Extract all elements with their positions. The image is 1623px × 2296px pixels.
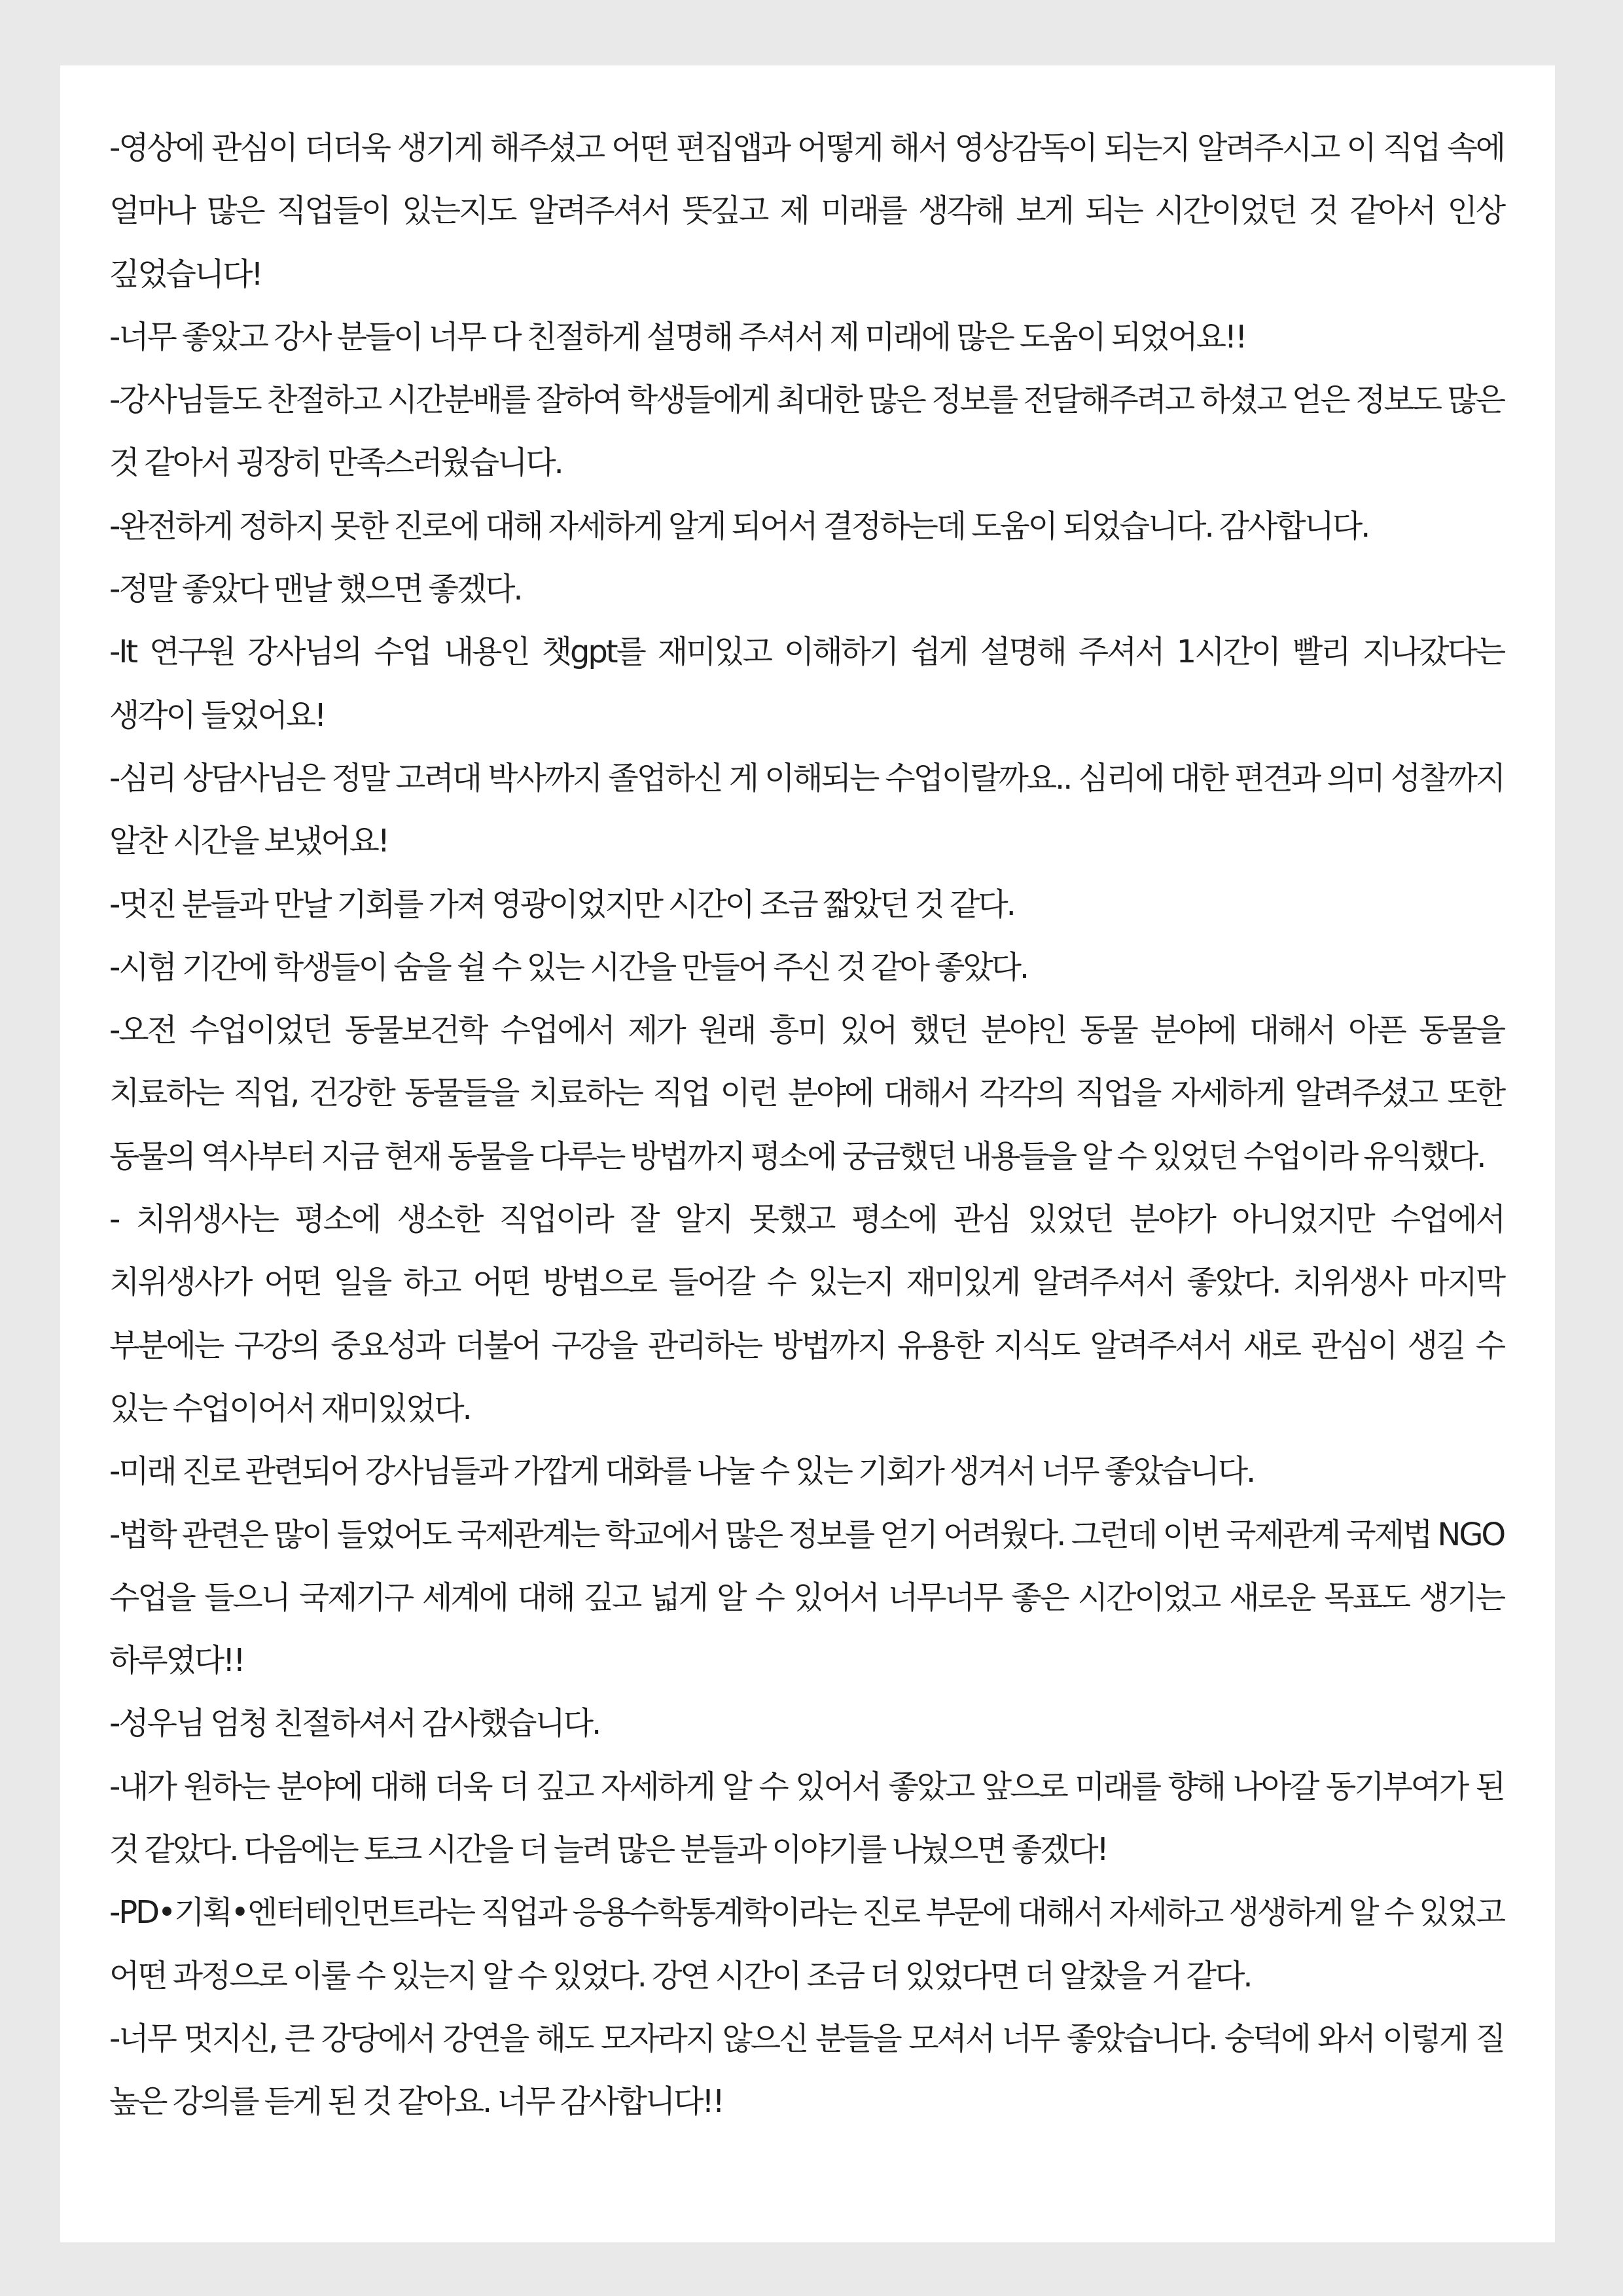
- feedback-item: -완전하게 정하지 못한 진로에 대해 자세하게 알게 되어서 결정하는데 도움이 되었습니다. 감사합니다.: [109, 507, 1369, 545]
- document-page: [60, 65, 1555, 2242]
- feedback-item: -미래 진로 관련되어 강사님들과 가깝게 대화를 나눌 수 있는 기회가 생겨서 너무 좋았습니다.: [109, 1453, 1255, 1490]
- feedback-list: [109, 117, 1504, 2134]
- feedback-item: -심리 상담사님은 정말 고려대 박사까지 졸업하신 게 이해되는 수업이랄까요.. 심리에 대한 편견과 의미 성찰까지 알찬 시간을 보냈어요!: [109, 759, 1504, 860]
- feedback-item: - 치위생사는 평소에 생소한 직업이라 잘 알지 못했고 평소에 관심 있었던 분야가 아니었지만 수업에서 치위생사가 어떤 일을 하고 어떤 방법으로 들어갈 수 있는지 재미있게 알려주셔서 좋았다. 치위생사 마지막 부분에는 구강의 중요성과 더불어 구강을 관리하는 방법까지 유용한 지식도 알려주셔서 새로 관심이 생길 수 있는 수업이어서 재미있었다.: [109, 1201, 1504, 1427]
- feedback-item: -오전 수업이었던 동물보건학 수업에서 제가 원래 흥미 있어 했던 분야인 동물 분야에 대해서 아픈 동물을 치료하는 직업, 건강한 동물들을 치료하는 직업 이런 분야에 대해서 각각의 직업을 자세하게 알려주셨고 또한 동물의 역사부터 지금 현재 동물을 다루는 방법까지 평소에 궁금했던 내용들을 알 수 있었던 수업이라 유익했다.: [109, 1012, 1504, 1175]
- feedback-item: -It 연구원 강사님의 수업 내용인 챗gpt를 재미있고 이해하기 쉽게 설명해 주셔서 1시간이 빨리 지나갔다는 생각이 들었어요!: [109, 634, 1504, 734]
- feedback-item: -너무 좋았고 강사 분들이 너무 다 친절하게 설명해 주셔서 제 미래에 많은 도움이 되었어요!!: [109, 318, 1246, 355]
- feedback-item: -영상에 관심이 더더욱 생기게 해주셨고 어떤 편집앱과 어떻게 해서 영상감독이 되는지 알려주시고 이 직업 속에 얼마나 많은 직업들이 있는지도 알려주셔서 뜻깊고 제 미래를 생각해 보게 되는 시간이었던 것 같아서 인상 깊었습니다!: [109, 130, 1504, 293]
- feedback-item: -멋진 분들과 만날 기회를 가져 영광이었지만 시간이 조금 짧았던 것 같다.: [109, 886, 1014, 923]
- feedback-item: -PD•기획•엔터테인먼트라는 직업과 응용수학통계학이라는 진로 부문에 대해서 자세하고 생생하게 알 수 있었고 어떤 과정으로 이룰 수 있는지 알 수 있었다. 강연 시간이 조금 더 있었다면 더 알찼을 거 같다.: [109, 1894, 1504, 1994]
- feedback-item: -너무 멋지신, 큰 강당에서 강연을 해도 모자라지 않으신 분들을 모셔서 너무 좋았습니다. 숭덕에 와서 이렇게 질 높은 강의를 듣게 된 것 같아요. 너무 감사합니다!!: [109, 2020, 1504, 2121]
- feedback-item: -성우님 엄청 친절하셔서 감사했습니다.: [109, 1705, 600, 1742]
- feedback-item: -강사님들도 찬절하고 시간분배를 잘하여 학생들에게 최대한 많은 정보를 전달해주려고 하셨고 얻은 정보도 많은 것 같아서 굉장히 만족스러웠습니다.: [109, 382, 1504, 482]
- feedback-item: -정말 좋았다 맨날 했으면 좋겠다.: [109, 571, 522, 608]
- feedback-item: -시험 기간에 학생들이 숨을 쉴 수 있는 시간을 만들어 주신 것 같아 좋았다.: [109, 948, 1028, 986]
- feedback-item: -내가 원하는 분야에 대해 더욱 더 깊고 자세하게 알 수 있어서 좋았고 앞으로 미래를 향해 나아갈 동기부여가 된 것 같았다. 다음에는 토크 시간을 더 늘려 많은 분들과 이야기를 나눴으면 좋겠다!: [109, 1768, 1504, 1869]
- feedback-item: -법학 관련은 많이 들었어도 국제관계는 학교에서 많은 정보를 얻기 어려웠다. 그런데 이번 국제관계 국제법 NGO 수업을 들으니 국제기구 세계에 대해 깊고 넓게 알 수 있어서 너무너무 좋은 시간이었고 새로운 목표도 생기는 하루였다!!: [109, 1516, 1504, 1679]
